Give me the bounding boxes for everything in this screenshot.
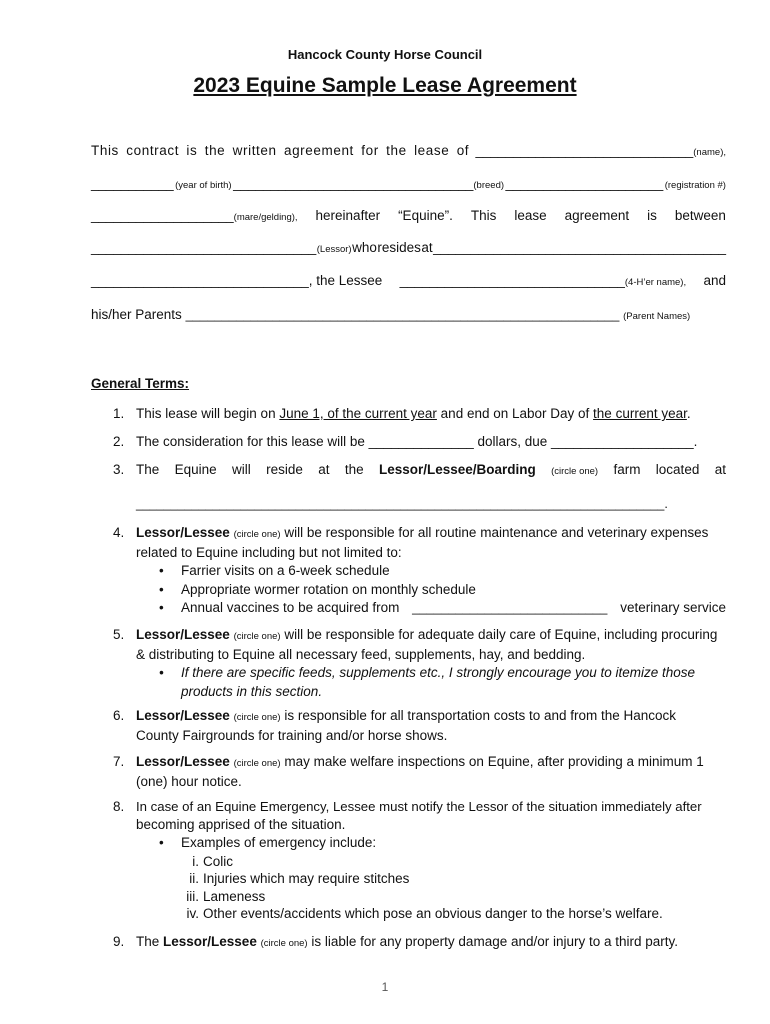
vet-service-blank[interactable]: ___________________________	[412, 600, 608, 615]
mare-gelding-blank[interactable]: ___________________	[91, 208, 234, 223]
intro-word: “Equine”.	[398, 208, 453, 223]
item-word: will	[232, 462, 251, 477]
circle-one-hint: (circle one)	[233, 712, 281, 723]
bullet-item	[181, 664, 726, 701]
residence-choice[interactable]: Lessor/Lessee/Boarding	[378, 462, 536, 477]
intro-text: This contract is the written agreement for the lease of	[91, 143, 470, 158]
item-word: reside	[266, 462, 303, 477]
registration-blank[interactable]: _____________________	[505, 176, 664, 191]
item-number: 2.	[113, 434, 125, 449]
intro-line-2	[91, 176, 726, 191]
term-item-2	[113, 433, 726, 451]
item-text: (one) hour notice.	[136, 774, 242, 789]
general-terms-heading: General Terms:	[91, 376, 190, 391]
item-text: is liable for any property damage and/or injury to a third party.	[311, 934, 679, 949]
sub-number: iii.	[186, 888, 199, 904]
item-word: located	[655, 462, 700, 477]
item-text: becoming apprised of the situation.	[136, 817, 346, 832]
sub-number: i.	[192, 853, 199, 869]
item-text: • Annual vaccines to be acquired from	[181, 600, 400, 615]
item-number: 7.	[113, 754, 125, 769]
farm-address-blank[interactable]: ____________________________________________________________________________.	[136, 497, 668, 511]
term-item-1	[113, 405, 726, 423]
intro-word: This	[470, 208, 497, 223]
lessor-address-blank[interactable]: _______________________________________	[433, 240, 726, 255]
bullet-item: • Farrier visits on a 6-week schedule	[181, 562, 726, 581]
term-item-7	[113, 753, 726, 791]
intro-line-6	[91, 307, 726, 322]
item-word: The	[136, 462, 160, 477]
sub-number: ii.	[189, 871, 199, 886]
item-word: at	[714, 462, 726, 477]
item-number: 4.	[113, 525, 125, 540]
intro-word: at	[421, 240, 433, 255]
start-date-text: June 1, of the current year	[279, 406, 437, 421]
term-item-6	[113, 707, 726, 745]
sub-number: iv.	[186, 906, 199, 921]
intro-word: and	[703, 273, 726, 288]
item-line	[136, 753, 726, 773]
intro-word: resides	[377, 240, 421, 255]
intro-line-4	[91, 240, 726, 255]
horse-name-blank[interactable]: _____________________________	[475, 143, 694, 158]
item-text: will be responsible for all routine maintenance and veterinary expenses	[284, 525, 709, 540]
item-text: This lease will begin on	[136, 406, 280, 421]
page-number: 1	[381, 980, 389, 994]
term-item-3	[113, 461, 726, 513]
sub-text: Other events/accidents which pose an obvious danger to the horse’s welfare.	[203, 906, 663, 921]
item-word: farm	[613, 462, 641, 477]
lessee-name-blank[interactable]: ______________________________	[399, 273, 625, 288]
lessor-hint: (Lessor)	[316, 244, 352, 255]
registration-hint: (registration #)	[664, 180, 726, 191]
intro-word: agreement	[564, 208, 630, 223]
item-word: Equine	[174, 462, 217, 477]
intro-word: hereinafter	[315, 208, 381, 223]
sub-item	[186, 905, 726, 923]
sub-item	[186, 888, 726, 906]
intro-word: who	[352, 240, 377, 255]
breed-blank[interactable]: ________________________________	[233, 176, 474, 191]
circle-one-hint: (circle one)	[233, 529, 281, 540]
circle-one-hint: (circle one)	[233, 631, 281, 642]
liability-choice[interactable]: Lessor/Lessee	[163, 934, 257, 949]
intro-line-5	[91, 273, 726, 288]
year-of-birth-blank[interactable]: ___________	[91, 176, 174, 191]
item-text: County Fairgrounds for training and/or horse shows.	[136, 728, 448, 743]
term-item-8	[113, 798, 726, 923]
item-text: .	[686, 406, 691, 421]
item-text: veterinary service	[620, 600, 726, 615]
sub-item	[189, 870, 726, 888]
intro-line-3	[91, 208, 726, 223]
page-title: 2023 Equine Sample Lease Agreement	[193, 74, 577, 97]
bullet-item: • Examples of emergency include:	[181, 834, 726, 853]
intro-word: lease	[514, 208, 547, 223]
mare-gelding-hint: (mare/gelding),	[233, 212, 298, 223]
parents-hint: (Parent Names)	[623, 311, 691, 322]
parents-label: his/her Parents	[91, 307, 182, 322]
intro-word: between	[674, 208, 726, 223]
parents-blank[interactable]: ____________________________________________________________	[185, 307, 620, 322]
circle-one-hint: (circle one)	[233, 758, 281, 769]
item-number: 8.	[113, 799, 125, 814]
breed-hint: (breed)	[473, 180, 505, 191]
responsibility-choice[interactable]: Lessor/Lessee	[136, 525, 230, 540]
item-number: 9.	[113, 934, 125, 949]
responsibility-choice[interactable]: Lessor/Lessee	[136, 708, 230, 723]
item-number: 1.	[113, 406, 125, 421]
sub-text: Injuries which may require stitches	[203, 871, 410, 886]
residence-line	[136, 461, 726, 481]
item-word: the	[344, 462, 364, 477]
item-line	[136, 707, 726, 727]
lessor-address-blank-2[interactable]: _____________________________	[91, 273, 309, 288]
item-text: may make welfare inspections on Equine, after providing a minimum 1	[284, 754, 704, 769]
item-number: 6.	[113, 708, 125, 723]
item-text: The	[136, 934, 164, 949]
item-word: at	[318, 462, 330, 477]
item-text: & distributing to Equine all necessary feed, supplements, hay, and bedding.	[136, 647, 586, 662]
item-line	[136, 626, 726, 646]
name-hint: (name),	[693, 147, 726, 158]
responsibility-choice[interactable]: Lessor/Lessee	[136, 627, 230, 642]
sub-text: Colic	[203, 853, 234, 869]
item-number: 3.	[113, 462, 125, 477]
intro-line-1	[91, 143, 726, 158]
term-item-9	[113, 933, 726, 953]
organization-name: Hancock County Horse Council	[287, 47, 483, 62]
circle-one-hint: (circle one)	[260, 938, 308, 949]
note-text: • If there are specific feeds, supplements etc., I strongly encourage you to itemize those	[181, 665, 696, 680]
item-text: related to Equine including but not limited to:	[136, 545, 402, 560]
circle-one-hint: (circle one)	[551, 466, 599, 477]
intro-word: is	[647, 208, 657, 223]
lessee-hint: (4-H’er name),	[624, 277, 687, 288]
bullet-item: • Appropriate wormer rotation on monthly schedule	[181, 581, 726, 600]
item-text: will be responsible for adequate daily care of Equine, including procuring	[284, 627, 718, 642]
year-of-birth-hint: (year of birth)	[175, 180, 232, 191]
responsibility-choice[interactable]: Lessor/Lessee	[136, 754, 230, 769]
item-line	[136, 524, 726, 544]
term-item-4	[113, 524, 726, 618]
consideration-text: The consideration for this lease will be ______________ dollars, due ___________________.	[136, 434, 698, 449]
item-text: is responsible for all transportation costs to and from the Hancock	[284, 708, 677, 723]
end-date-text: the current year	[593, 406, 687, 421]
bullet-item	[181, 599, 726, 618]
lessor-blank[interactable]: ______________________________	[91, 240, 317, 255]
lessee-label: , the Lessee	[308, 273, 383, 288]
item-text: and end on Labor Day of	[436, 406, 594, 421]
term-item-5	[113, 626, 726, 701]
item-text: In case of an Equine Emergency, Lessee must notify the Lessor of the situation immediately after	[136, 799, 702, 814]
item-number: 5.	[113, 627, 125, 642]
sub-item	[192, 853, 726, 871]
note-text: products in this section.	[181, 683, 323, 699]
sub-text: Lameness	[203, 888, 266, 904]
